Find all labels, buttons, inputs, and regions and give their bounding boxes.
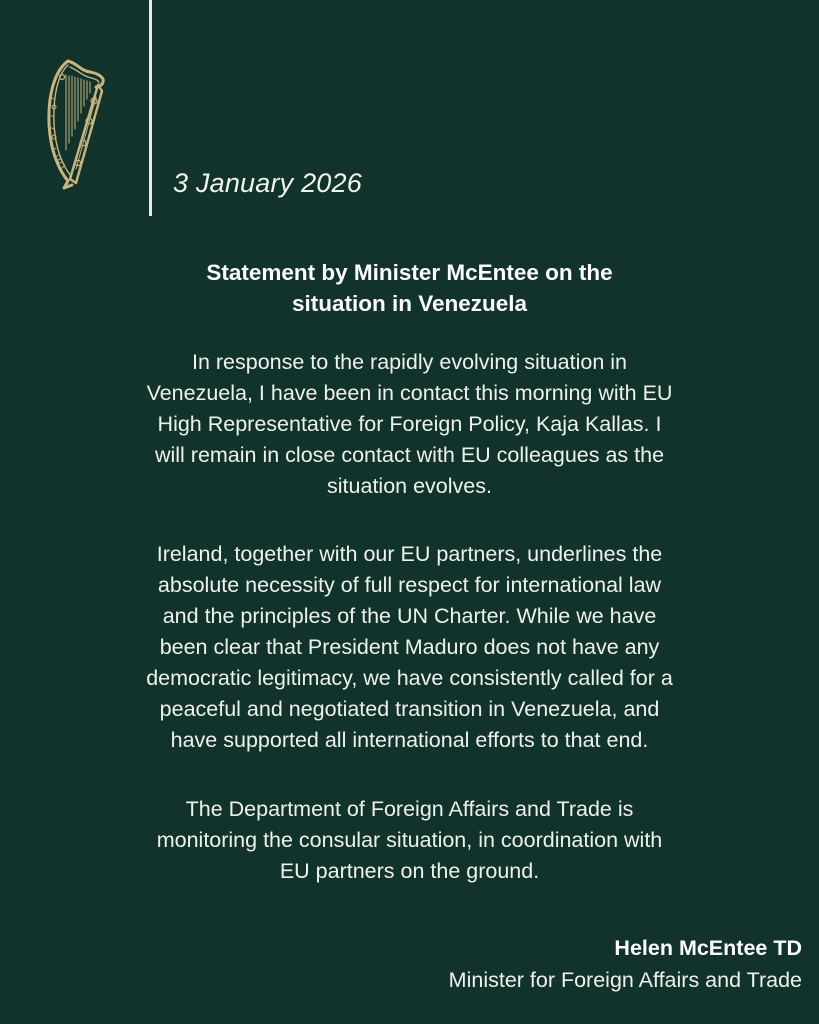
paragraph-line: been clear that President Maduro does not have any bbox=[159, 635, 660, 659]
paragraph-line: situation evolves. bbox=[327, 474, 492, 498]
paragraph-line: The Department of Foreign Affairs and Trade is bbox=[185, 797, 634, 821]
paragraph-line: In response to the rapidly evolving situation in bbox=[191, 350, 628, 374]
statement-paragraph-2 bbox=[40, 539, 779, 756]
signature-block bbox=[449, 932, 802, 996]
paragraph-line: peaceful and negotiated transition in Venezuela, and bbox=[159, 697, 660, 721]
statement-date: 3 January 2026 bbox=[173, 168, 362, 198]
signatory-role: Minister for Foreign Affairs and Trade bbox=[448, 968, 802, 992]
paragraph-line: Ireland, together with our EU partners, underlines the bbox=[156, 542, 663, 566]
paragraph-line: democratic legitimacy, we have consistently called for a bbox=[146, 666, 673, 690]
statement-paragraph-3 bbox=[40, 794, 779, 887]
signatory-name: Helen McEntee TD bbox=[614, 936, 802, 960]
paragraph-line: will remain in close contact with EU colleagues as the bbox=[154, 443, 665, 467]
vertical-divider bbox=[149, 0, 152, 216]
statement-paragraph-1 bbox=[40, 347, 779, 502]
paragraph-line: and the principles of the UN Charter. While we have bbox=[162, 604, 657, 628]
title-line: situation in Venezuela bbox=[291, 291, 528, 316]
title-line: Statement by Minister McEntee on the bbox=[206, 260, 613, 285]
paragraph-line: have supported all international efforts to that end. bbox=[170, 728, 649, 752]
paragraph-line: absolute necessity of full respect for international law bbox=[157, 573, 662, 597]
paragraph-line: EU partners on the ground. bbox=[279, 859, 540, 883]
harp-icon bbox=[46, 57, 106, 192]
paragraph-line: Venezuela, I have been in contact this morning with EU bbox=[146, 381, 673, 405]
paragraph-line: monitoring the consular situation, in coordination with bbox=[156, 828, 663, 852]
paragraph-line: High Representative for Foreign Policy, Kaja Kallas. I bbox=[157, 412, 662, 436]
statement-title bbox=[60, 257, 759, 319]
